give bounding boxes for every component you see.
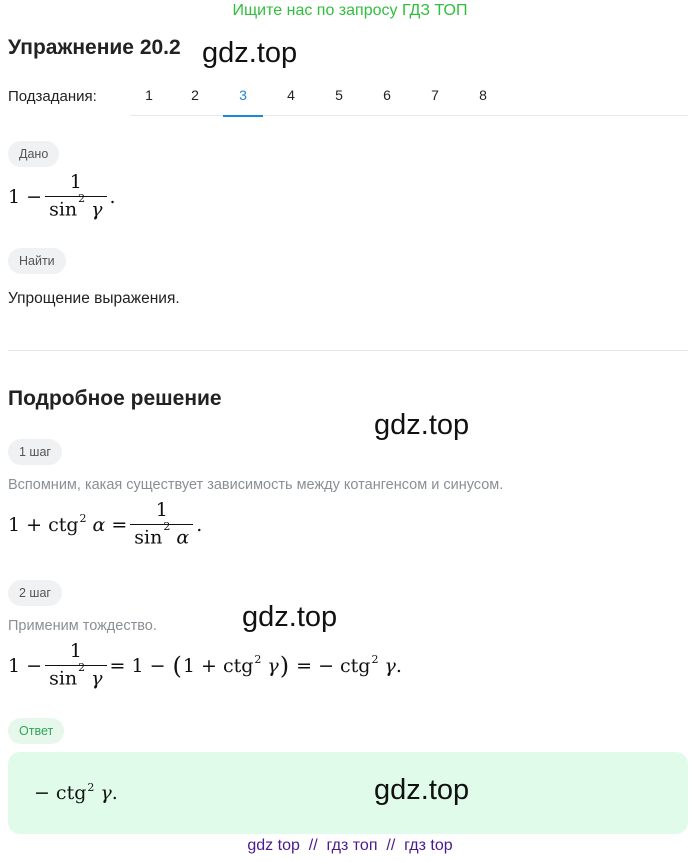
step2-den-var: γ bbox=[91, 667, 103, 690]
step2-badge: 2 шаг bbox=[8, 580, 62, 606]
step2-text: Применим тождество. bbox=[8, 618, 157, 634]
step2-denominator bbox=[45, 660, 106, 690]
close-paren: ) bbox=[279, 651, 290, 680]
watermark: gdz.top bbox=[374, 774, 470, 806]
step2-expression bbox=[8, 641, 402, 690]
answer-lead: − bbox=[34, 782, 50, 804]
step1-den-var: α bbox=[176, 526, 190, 549]
answer-fn: ctg bbox=[55, 782, 87, 804]
given-fraction bbox=[45, 172, 106, 221]
step1-badge: 1 шаг bbox=[8, 439, 62, 465]
section-divider bbox=[8, 350, 688, 351]
tab-subtask-5[interactable]: 5 bbox=[335, 87, 343, 103]
step1-text: Вспомним, какая существует зависимость между котангенсом и синусом. bbox=[8, 477, 504, 493]
given-lead: 1 − bbox=[8, 185, 43, 208]
tab-subtask-7[interactable]: 7 bbox=[431, 87, 439, 103]
tab-subtask-4[interactable]: 4 bbox=[287, 87, 295, 103]
step2-end: . bbox=[395, 654, 402, 677]
step2-tail-var: γ bbox=[384, 654, 396, 677]
open-paren: ( bbox=[172, 651, 182, 680]
given-numerator: 1 bbox=[69, 171, 82, 193]
tab-subtask-3[interactable]: 3 bbox=[223, 87, 263, 116]
step2-lead: 1 − bbox=[8, 654, 43, 677]
step2-mid: = 1 − bbox=[109, 654, 166, 677]
step1-denominator bbox=[130, 519, 193, 549]
solution-title: Подробное решение bbox=[8, 387, 222, 410]
step2-tail-pow: 2 bbox=[371, 653, 379, 666]
step1-end: . bbox=[196, 513, 203, 536]
promo-banner[interactable]: Ищите нас по запросу ГДЗ ТОП bbox=[232, 2, 468, 19]
step1-expression bbox=[8, 500, 202, 549]
given-expression bbox=[8, 172, 116, 221]
step2-inner-var: γ bbox=[267, 654, 279, 677]
step1-den-pow: 2 bbox=[163, 519, 171, 533]
find-text: Упрощение выражения. bbox=[8, 290, 180, 307]
footer-links[interactable]: gdz top // гдз топ // гдз top bbox=[247, 837, 453, 854]
tab-subtask-1[interactable]: 1 bbox=[145, 87, 153, 103]
answer-badge: Ответ bbox=[8, 718, 64, 744]
watermark: gdz.top bbox=[242, 601, 338, 633]
find-badge: Найти bbox=[8, 248, 66, 274]
given-badge: Дано bbox=[8, 141, 59, 167]
step1-fraction bbox=[130, 500, 193, 549]
step2-fraction bbox=[45, 641, 106, 690]
step2-tail: = − bbox=[296, 654, 335, 677]
tab-subtask-6[interactable]: 6 bbox=[383, 87, 391, 103]
answer-pow: 2 bbox=[87, 780, 95, 794]
tab-subtask-8[interactable]: 8 bbox=[479, 87, 487, 103]
step1-pow: 2 bbox=[79, 512, 87, 525]
step2-tail-fn: ctg bbox=[340, 654, 371, 677]
step1-lead: 1 + bbox=[8, 513, 43, 536]
given-den-fn: sin bbox=[49, 198, 78, 221]
step1-fn: ctg bbox=[48, 513, 79, 536]
step2-den-fn: sin bbox=[49, 667, 78, 690]
answer-end: . bbox=[111, 782, 118, 804]
subtasks-nav bbox=[8, 87, 688, 117]
given-den-pow: 2 bbox=[78, 191, 86, 205]
page-title: Упражнение 20.2 bbox=[8, 36, 181, 59]
step2-inner-fn: ctg bbox=[222, 654, 254, 677]
step1-numerator: 1 bbox=[155, 499, 168, 521]
answer-expression bbox=[34, 782, 118, 804]
step1-den-fn: sin bbox=[134, 526, 163, 549]
subtasks-label: Подзадания: bbox=[8, 88, 97, 105]
step2-inner-pow: 2 bbox=[254, 653, 262, 666]
step1-var: α bbox=[92, 513, 106, 536]
step2-numerator: 1 bbox=[69, 640, 82, 662]
given-denominator bbox=[45, 191, 106, 221]
answer-var: γ bbox=[100, 782, 112, 804]
tab-subtask-2[interactable]: 2 bbox=[191, 87, 199, 103]
watermark: gdz.top bbox=[374, 409, 470, 441]
given-end: . bbox=[109, 185, 116, 208]
step2-inner-lead: 1 + bbox=[182, 654, 217, 677]
step2-den-pow: 2 bbox=[78, 660, 86, 674]
watermark: gdz.top bbox=[202, 37, 298, 69]
given-den-var: γ bbox=[91, 198, 103, 221]
step1-eq: = bbox=[111, 513, 128, 536]
